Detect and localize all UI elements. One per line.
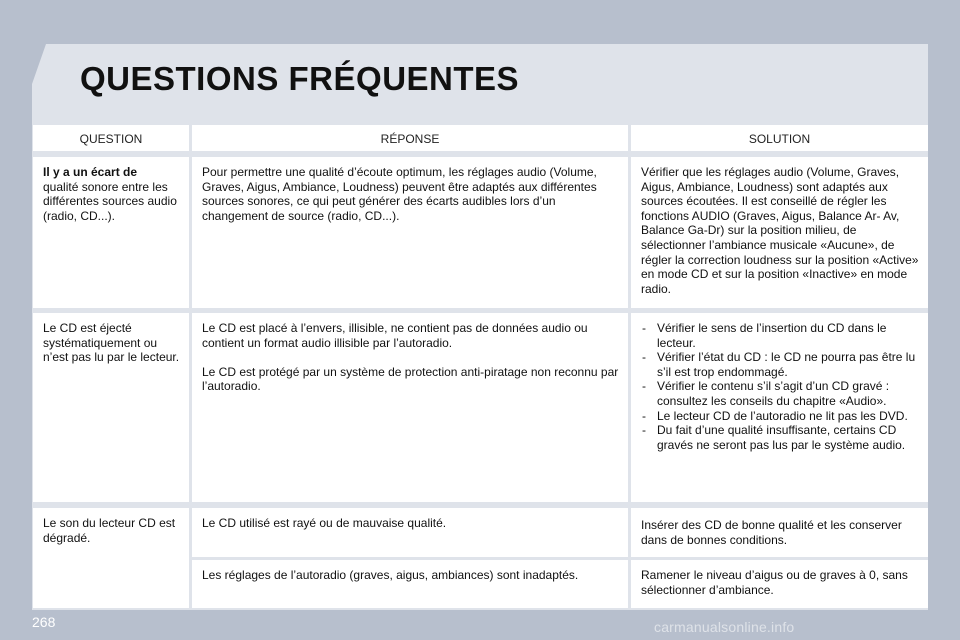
row1-answer: Pour permettre une qualité d’écoute optimum, les réglages audio (Volume, Graves, Aigus, Ambiance, Loudness) peuvent être adaptés aux différentes sources sonores, ce qui peut générer des écarts audibles lors d’un changement de source (radio, CD...). [192,157,628,308]
row3-answer-a: Le CD utilisé est rayé ou de mauvaise qualité. [192,508,628,557]
corner-cut [32,44,46,84]
row2-solution-list [641,321,919,452]
row3-answer-b: Les réglages de l’autoradio (graves, aigus, ambiances) sont inadaptés. [192,560,628,608]
list-item: - Vérifier l’état du CD : le CD ne pourra pas être lu s’il est trop endommagé. [641,350,919,379]
row3-solution-a: Insérer des CD de bonne qualité et les conserver dans de bonnes conditions. [631,508,928,557]
row2-answer [192,313,628,502]
row2-question: Le CD est éjecté systématiquement ou n’est pas lu par le lecteur. [33,313,189,502]
row1-question-bold: Il y a un écart de [43,165,138,179]
list-item: - Vérifier le sens de l’insertion du CD dans le lecteur. [641,321,919,350]
row3-solution-b: Ramener le niveau d’aigus ou de graves à 0, sans sélectionner d’ambiance. [631,560,928,608]
row2-answer-paragraph-2: Le CD est protégé par un système de protection anti-piratage non reconnu par l’autoradio. [202,364,619,394]
list-item: - Le lecteur CD de l’autoradio ne lit pas les DVD. [641,409,919,424]
page-number: 268 [32,614,56,630]
row1-question-text: qualité sonore entre les différentes sources audio (radio, CD...). [43,179,177,223]
page-title: QUESTIONS FRÉQUENTES [80,60,520,97]
header-question: QUESTION [33,125,189,151]
row3-question: Le son du lecteur CD est dégradé. [33,508,189,608]
header-answer: RÉPONSE [192,125,628,151]
watermark: carmanualsonline.info [654,619,795,635]
header-solution: SOLUTION [631,125,928,151]
row1-question [33,157,189,308]
list-item: - Vérifier le contenu s’il s’agit d’un CD gravé : consultez les conseils du chapitre «Audio». [641,379,919,408]
row1-solution: Vérifier que les réglages audio (Volume, Graves, Aigus, Ambiance, Loudness) sont adaptés aux sources écoutées. Il est conseillé de régler les fonctions AUDIO (Graves, Aigus, Balance Ar- Av, Balance Ga-Dr) sur la position milieu, de sélectionner l’ambiance musicale «Aucune», de régler la correction loudness sur la position «Active» en mode CD et sur la position «Inactive» en mode radio. [631,157,928,308]
row2-answer-paragraph-1: Le CD est placé à l’envers, illisible, ne contient pas de données audio ou contient un format audio illisible par l’autoradio. [202,321,588,350]
list-item: - Du fait d’une qualité insuffisante, certains CD gravés ne seront pas lus par le système audio. [641,423,919,452]
row2-solution [631,313,928,502]
